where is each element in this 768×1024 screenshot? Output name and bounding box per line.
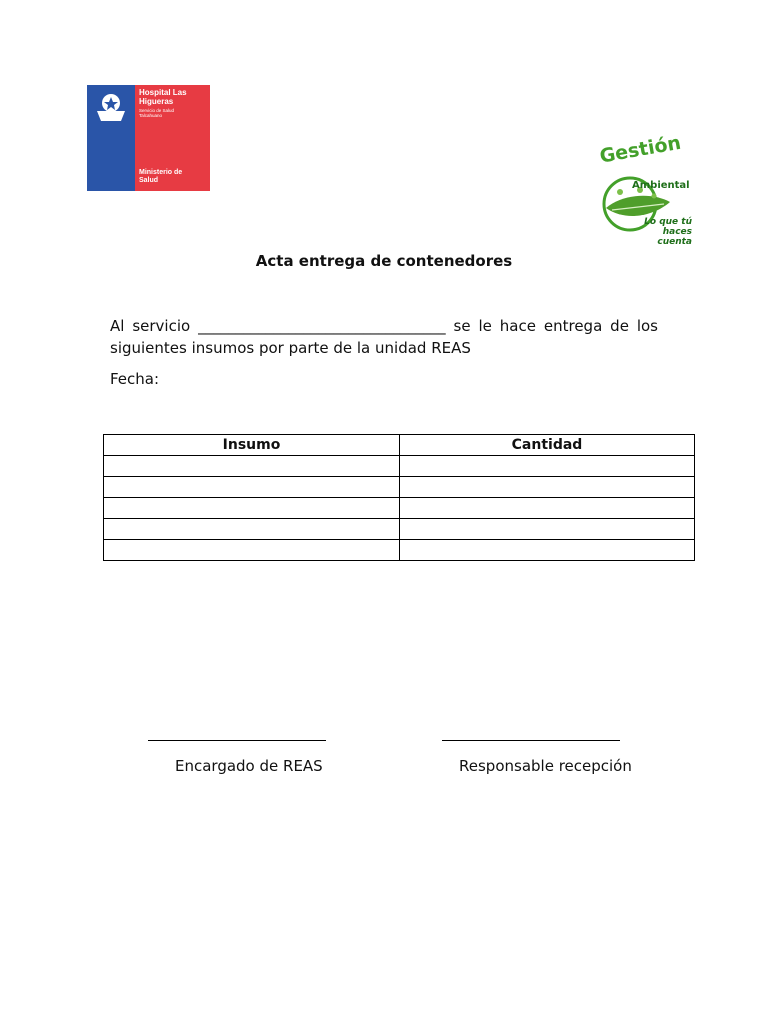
cantidad-cell[interactable] <box>400 540 695 561</box>
signature-line-left <box>148 728 326 741</box>
table-row <box>104 540 695 561</box>
health-service-name: Servicio de Salud Talcahuano <box>139 108 175 118</box>
table-header-row <box>104 435 695 456</box>
hospital-logo <box>87 85 210 191</box>
table-row <box>104 498 695 519</box>
cantidad-cell[interactable] <box>400 456 695 477</box>
header-insumo: Insumo <box>104 435 400 456</box>
cantidad-cell[interactable] <box>400 498 695 519</box>
gestion-title: Gestión <box>598 131 683 168</box>
cantidad-cell[interactable] <box>400 477 695 498</box>
supplies-table <box>103 434 695 561</box>
table-row <box>104 456 695 477</box>
ministry-name: Ministerio de Salud <box>139 169 183 184</box>
coat-of-arms-icon <box>91 89 131 129</box>
cantidad-cell[interactable] <box>400 519 695 540</box>
coat-of-arms-panel <box>87 85 135 191</box>
document-title: Acta entrega de contenedores <box>255 252 513 270</box>
insumo-cell[interactable] <box>104 477 400 498</box>
gestion-tagline: Lo que tú haces cuenta <box>644 217 692 247</box>
table-row <box>104 519 695 540</box>
signature-label-right: Responsable recepción <box>459 757 632 775</box>
header-cantidad: Cantidad <box>400 435 695 456</box>
intro-paragraph: Al servicio _________________________________ se le hace entrega de los siguientes insumos por parte de la unidad REAS <box>110 317 658 357</box>
hospital-name: Hospital Las Higueras <box>139 88 187 106</box>
date-label: Fecha: <box>110 370 160 388</box>
table-row <box>104 477 695 498</box>
gestion-ambiental-logo <box>592 131 700 247</box>
gestion-subtitle: Ambiental <box>632 180 690 191</box>
hospital-name-panel <box>135 85 210 191</box>
insumo-cell[interactable] <box>104 456 400 477</box>
signature-line-right <box>442 728 620 741</box>
insumo-cell[interactable] <box>104 519 400 540</box>
signature-label-left: Encargado de REAS <box>175 757 323 775</box>
insumo-cell[interactable] <box>104 540 400 561</box>
insumo-cell[interactable] <box>104 498 400 519</box>
